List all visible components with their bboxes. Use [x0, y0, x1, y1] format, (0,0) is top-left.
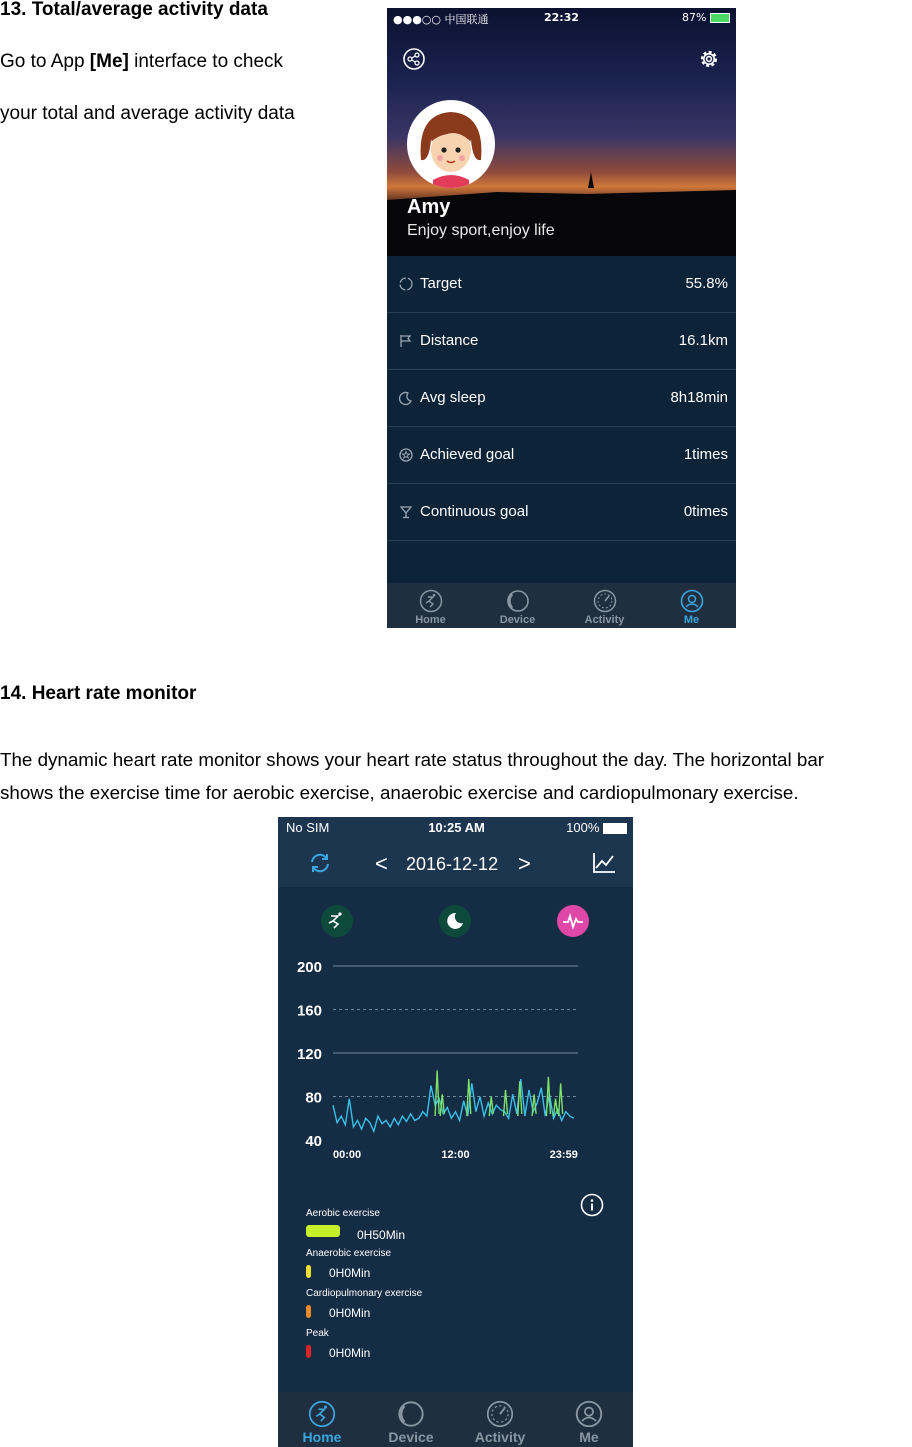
- stat-label: Distance: [420, 332, 479, 349]
- sync-icon[interactable]: [308, 851, 332, 875]
- anaerobic-label: Anaerobic exercise: [306, 1248, 392, 1259]
- user-icon: [575, 1400, 603, 1428]
- mode-steps-button[interactable]: [321, 905, 353, 937]
- medal-icon: [398, 447, 414, 463]
- user-icon: [680, 589, 704, 613]
- info-icon[interactable]: [580, 1193, 604, 1217]
- stat-value: 1times: [683, 446, 728, 463]
- tab-me[interactable]: [648, 583, 735, 628]
- tab-label: Device: [499, 614, 536, 626]
- peak-label: Peak: [306, 1328, 329, 1339]
- profile-header: [387, 8, 736, 256]
- aerobic-spike: [435, 1070, 439, 1116]
- tab-bar: [387, 583, 736, 628]
- tab-me[interactable]: [545, 1392, 633, 1447]
- tab-label: Home: [302, 1429, 342, 1445]
- mode-sleep-button[interactable]: [439, 905, 471, 937]
- x-tick-label: 00:00: [333, 1149, 362, 1161]
- peak-bar: [306, 1345, 311, 1358]
- section-14-paragraph-line-2: shows the exercise time for aerobic exercise, anaerobic exercise and cardiopulmonary exercise.: [0, 782, 799, 803]
- trend-chart-icon[interactable]: [592, 851, 616, 875]
- profile-name: Amy: [407, 196, 451, 218]
- clock-text: 10:25 AM: [428, 820, 485, 835]
- x-tick-label: 23:59: [549, 1149, 578, 1161]
- stat-row-distance[interactable]: [387, 313, 736, 370]
- y-tick-label: 120: [296, 1046, 322, 1063]
- next-day-button[interactable]: >: [518, 851, 531, 876]
- stat-label: Target: [420, 275, 462, 292]
- stat-label: Achieved goal: [420, 446, 515, 463]
- battery-percent: 100%: [566, 820, 600, 835]
- stat-row-avg-sleep[interactable]: [387, 370, 736, 427]
- heartbeat-icon: [557, 905, 589, 937]
- heart-rate-screen-screenshot: [278, 817, 633, 1447]
- status-bar: [393, 11, 730, 27]
- share-icon[interactable]: [403, 48, 425, 70]
- tab-home[interactable]: [387, 583, 474, 628]
- tab-bar: [278, 1392, 633, 1447]
- me-label: [Me]: [89, 51, 129, 72]
- target-icon: [398, 276, 414, 292]
- tab-home[interactable]: [278, 1392, 366, 1447]
- stat-value: 55.8%: [685, 275, 728, 292]
- settings-gear-icon[interactable]: [698, 48, 720, 70]
- y-tick-label: 80: [305, 1089, 322, 1107]
- section-13-heading: 13. Total/average activity data: [0, 0, 268, 20]
- section-14-paragraph-line-1: The dynamic heart rate monitor shows your heart rate status throughout the day. The horizontal bar: [0, 749, 825, 770]
- runner-icon: [419, 589, 443, 613]
- date-label: 2016-12-12: [406, 854, 499, 874]
- clock-text: 22:32: [543, 11, 579, 24]
- stat-row-continuous-goal[interactable]: [387, 484, 736, 541]
- stat-value: 8h18min: [670, 389, 728, 406]
- battery-icon: [603, 823, 627, 834]
- gauge-icon: [486, 1400, 514, 1428]
- tab-activity[interactable]: [456, 1392, 544, 1447]
- moon-icon: [398, 390, 414, 406]
- cardiopulmonary-value: 0H0Min: [329, 1306, 371, 1320]
- x-tick-label: 12:00: [441, 1149, 470, 1161]
- avatar[interactable]: [407, 100, 495, 188]
- battery-text: [682, 11, 730, 24]
- anaerobic-value: 0H0Min: [329, 1266, 371, 1280]
- tab-activity[interactable]: [561, 583, 648, 628]
- battery-icon: [710, 13, 730, 23]
- aerobic-spike: [440, 1094, 444, 1116]
- previous-day-button[interactable]: <: [375, 851, 388, 876]
- y-tick-label: 40: [305, 1133, 322, 1150]
- mode-heart-rate-button[interactable]: [557, 905, 589, 937]
- watch-icon: [397, 1400, 425, 1428]
- runner-icon: [321, 905, 353, 937]
- moon-icon: [439, 905, 471, 937]
- watch-icon: [506, 589, 530, 613]
- heart-rate-line: [333, 1079, 574, 1131]
- tab-label: Activity: [584, 614, 625, 626]
- aerobic-value: 0H50Min: [357, 1228, 406, 1242]
- line-1-prefix: Go to App: [0, 51, 90, 72]
- stat-row-target[interactable]: [387, 256, 736, 313]
- anaerobic-bar: [306, 1265, 311, 1278]
- y-tick-label: 200: [296, 959, 322, 976]
- gauge-icon: [593, 589, 617, 613]
- me-screen-screenshot: [387, 8, 736, 628]
- battery-text: [566, 820, 627, 835]
- stat-row-achieved-goal[interactable]: [387, 427, 736, 484]
- section-13-line-2: your total and average activity data: [0, 103, 295, 124]
- tab-device[interactable]: [367, 1392, 455, 1447]
- cartoon-girl-avatar: [407, 100, 495, 188]
- aerobic-bar: [306, 1225, 340, 1237]
- tab-label: Device: [388, 1429, 434, 1445]
- stat-value: 0times: [683, 503, 728, 520]
- line-1-suffix: interface to check: [128, 51, 284, 72]
- y-tick-label: 160: [296, 1002, 322, 1020]
- carrier-text: No SIM: [286, 820, 330, 835]
- tab-device[interactable]: [474, 583, 561, 628]
- section-14-heading: 14. Heart rate monitor: [0, 683, 197, 704]
- tab-label: Activity: [474, 1429, 526, 1445]
- heart-rate-chart: [278, 947, 633, 1167]
- tab-label: Me: [579, 1429, 599, 1445]
- cardiopulmonary-bar: [306, 1305, 311, 1318]
- aerobic-label: Aerobic exercise: [306, 1208, 380, 1219]
- aerobic-spike: [559, 1083, 563, 1116]
- flag-icon: [398, 333, 414, 349]
- battery-percent: 87%: [682, 11, 707, 24]
- trophy-icon: [398, 504, 414, 520]
- carrier-text: ●●●○○ 中国联通: [393, 13, 489, 26]
- stats-list: [387, 256, 736, 541]
- stat-label: Continuous goal: [420, 503, 529, 520]
- top-bar: [278, 817, 633, 887]
- runner-icon: [308, 1400, 336, 1428]
- aerobic-spike: [489, 1097, 493, 1117]
- profile-motto: Enjoy sport,enjoy life: [407, 222, 555, 239]
- stat-value: 16.1km: [678, 332, 728, 349]
- peak-value: 0H0Min: [329, 1346, 371, 1360]
- tab-label: Home: [415, 614, 446, 626]
- section-13-line-1: [0, 50, 283, 74]
- tab-label: Me: [683, 614, 700, 626]
- cardiopulmonary-label: Cardiopulmonary exercise: [306, 1288, 423, 1299]
- aerobic-spike: [532, 1094, 536, 1116]
- stat-label: Avg sleep: [420, 389, 486, 406]
- status-bar: [286, 820, 627, 836]
